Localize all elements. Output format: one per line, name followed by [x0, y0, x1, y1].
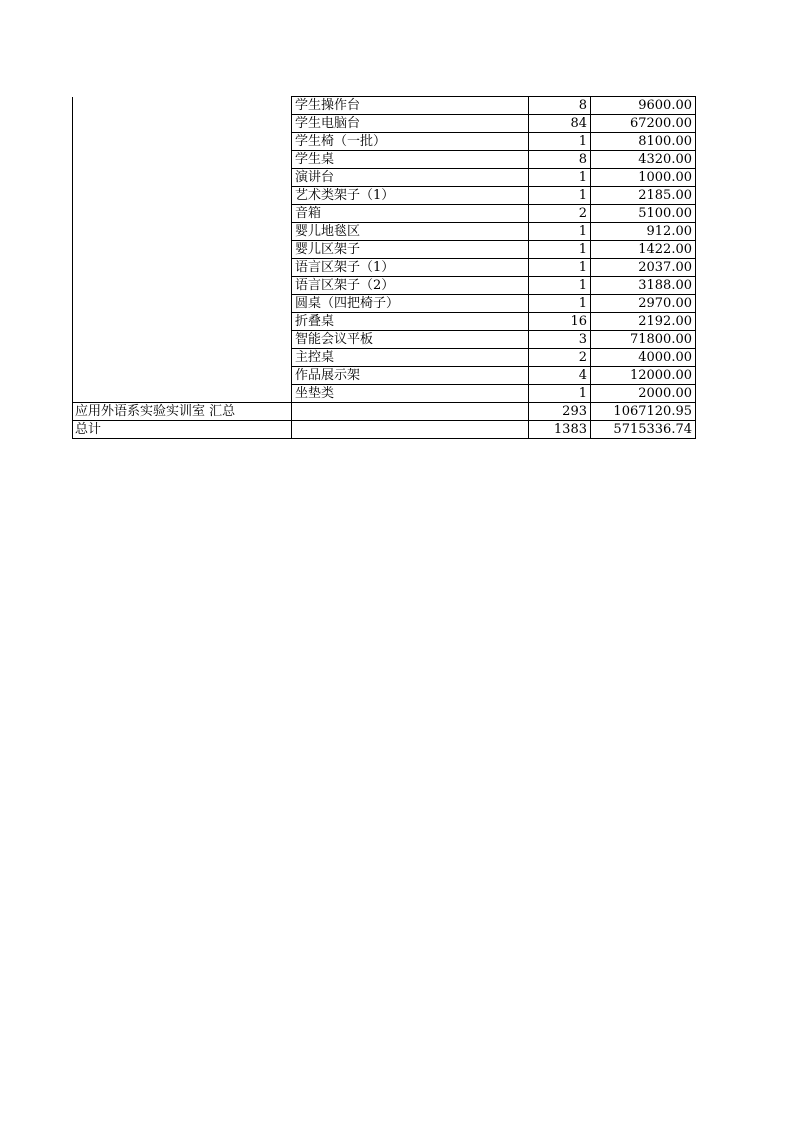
group-cell	[73, 97, 292, 115]
item-qty: 1	[529, 385, 591, 403]
item-name: 作品展示架	[292, 367, 529, 385]
table-row	[73, 313, 696, 331]
item-qty: 1	[529, 187, 591, 205]
item-name: 婴儿地毯区	[292, 223, 529, 241]
item-qty: 16	[529, 313, 591, 331]
item-name: 艺术类架子（1）	[292, 187, 529, 205]
item-amount: 1000.00	[591, 169, 696, 187]
group-cell	[73, 331, 292, 349]
group-cell	[73, 277, 292, 295]
item-name: 学生操作台	[292, 97, 529, 115]
total-empty-cell	[292, 421, 529, 439]
item-amount: 4320.00	[591, 151, 696, 169]
item-qty: 8	[529, 151, 591, 169]
table-row	[73, 277, 696, 295]
item-amount: 2185.00	[591, 187, 696, 205]
group-cell	[73, 223, 292, 241]
table-row	[73, 331, 696, 349]
item-name: 学生桌	[292, 151, 529, 169]
item-rows	[73, 97, 696, 403]
table-row	[73, 241, 696, 259]
item-amount: 12000.00	[591, 367, 696, 385]
item-qty: 1	[529, 241, 591, 259]
item-name: 音箱	[292, 205, 529, 223]
subtotal-amount: 1067120.95	[591, 403, 696, 421]
item-name: 折叠桌	[292, 313, 529, 331]
group-cell	[73, 367, 292, 385]
item-amount: 1422.00	[591, 241, 696, 259]
subtotal-qty: 293	[529, 403, 591, 421]
table-row	[73, 205, 696, 223]
total-label: 总计	[73, 421, 292, 439]
item-qty: 4	[529, 367, 591, 385]
group-cell	[73, 313, 292, 331]
item-amount: 8100.00	[591, 133, 696, 151]
table-row	[73, 367, 696, 385]
item-amount: 4000.00	[591, 349, 696, 367]
item-qty: 1	[529, 169, 591, 187]
table-row	[73, 385, 696, 403]
item-amount: 5100.00	[591, 205, 696, 223]
table-row	[73, 187, 696, 205]
subtotal-empty-cell	[292, 403, 529, 421]
item-qty: 3	[529, 331, 591, 349]
group-cell	[73, 205, 292, 223]
item-amount: 3188.00	[591, 277, 696, 295]
item-amount: 912.00	[591, 223, 696, 241]
group-cell	[73, 385, 292, 403]
table-row	[73, 169, 696, 187]
item-amount: 2000.00	[591, 385, 696, 403]
table-row	[73, 97, 696, 115]
item-qty: 2	[529, 205, 591, 223]
item-name: 婴儿区架子	[292, 241, 529, 259]
item-name: 学生椅（一批）	[292, 133, 529, 151]
group-cell	[73, 115, 292, 133]
group-cell	[73, 295, 292, 313]
item-amount: 9600.00	[591, 97, 696, 115]
table-row	[73, 151, 696, 169]
group-cell	[73, 187, 292, 205]
item-amount: 2970.00	[591, 295, 696, 313]
table-row	[73, 223, 696, 241]
item-amount: 67200.00	[591, 115, 696, 133]
item-qty: 1	[529, 223, 591, 241]
group-cell	[73, 133, 292, 151]
total-row	[73, 421, 696, 439]
table-row	[73, 259, 696, 277]
subtotal-row	[73, 403, 696, 421]
group-cell	[73, 151, 292, 169]
table-row	[73, 349, 696, 367]
item-name: 坐垫类	[292, 385, 529, 403]
item-qty: 2	[529, 349, 591, 367]
item-name: 演讲台	[292, 169, 529, 187]
group-cell	[73, 241, 292, 259]
item-qty: 1	[529, 133, 591, 151]
group-cell	[73, 169, 292, 187]
item-qty: 8	[529, 97, 591, 115]
item-name: 语言区架子（2）	[292, 277, 529, 295]
item-qty: 84	[529, 115, 591, 133]
item-qty: 1	[529, 277, 591, 295]
table-row	[73, 133, 696, 151]
table-row	[73, 295, 696, 313]
asset-summary-table	[72, 96, 696, 439]
item-name: 主控桌	[292, 349, 529, 367]
item-name: 圆桌（四把椅子）	[292, 295, 529, 313]
item-qty: 1	[529, 295, 591, 313]
item-amount: 71800.00	[591, 331, 696, 349]
subtotal-label: 应用外语系实验实训室 汇总	[73, 403, 292, 421]
item-name: 语言区架子（1）	[292, 259, 529, 277]
group-cell	[73, 349, 292, 367]
item-name: 智能会议平板	[292, 331, 529, 349]
item-name: 学生电脑台	[292, 115, 529, 133]
item-amount: 2037.00	[591, 259, 696, 277]
total-amount: 5715336.74	[591, 421, 696, 439]
item-qty: 1	[529, 259, 591, 277]
total-qty: 1383	[529, 421, 591, 439]
group-cell	[73, 259, 292, 277]
item-amount: 2192.00	[591, 313, 696, 331]
table-row	[73, 115, 696, 133]
